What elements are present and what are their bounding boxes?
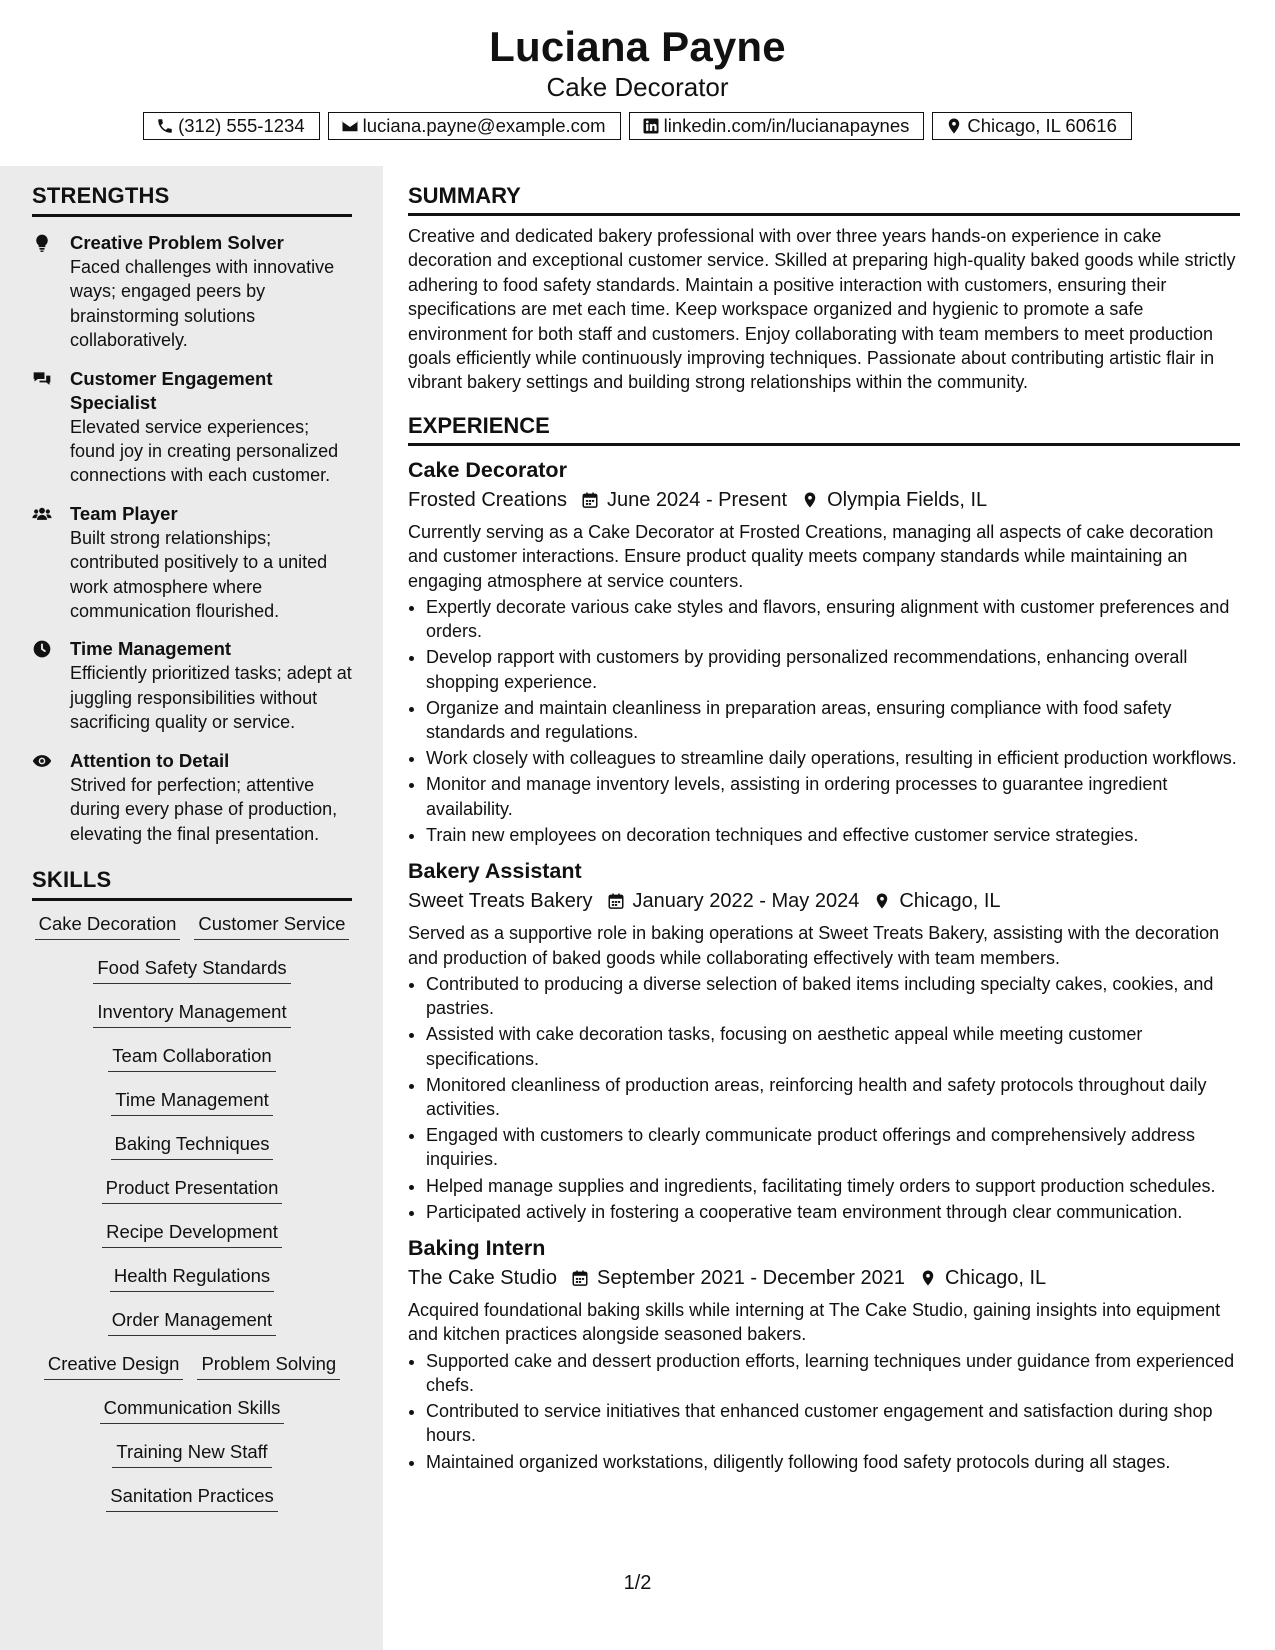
job-bullet: • Participated actively in fostering a cooperative team environment through clear communication.: [426, 1200, 1240, 1224]
users-icon: [32, 504, 52, 524]
strength-description: Built strong relationships; contributed positively to a united work atmosphere where communication flourished.: [70, 527, 328, 622]
linkedin-icon: [642, 117, 660, 135]
experience-list: [408, 456, 1240, 1474]
skill-row: [32, 1395, 352, 1424]
job-meta: [408, 1264, 1240, 1292]
job-description: Acquired foundational baking skills while interning at The Cake Studio, gaining insights into equipment and kitchen practices alongside seasoned bakers.: [408, 1299, 1221, 1345]
job-dates: June 2024 - Present: [606, 488, 788, 511]
strength-item: [32, 749, 352, 846]
job-bullets: [408, 595, 1240, 847]
contact-linkedin-text: linkedin.com/in/lucianapaynes: [663, 115, 910, 136]
strength-description: Strived for perfection; attentive during every phase of production, elevating the final presentation.: [70, 774, 338, 844]
job-bullet: • Assisted with cake decoration tasks, focusing on aesthetic appeal while meeting customer specifications.: [426, 1022, 1240, 1070]
skill-tag: Team Collaboration: [108, 1043, 275, 1072]
strength-name: Creative Problem Solver: [70, 232, 284, 253]
skill-row: [32, 1307, 352, 1336]
strength-description: Faced challenges with innovative ways; engaged peers by brainstorming solutions collaboratively.: [70, 257, 335, 351]
job-bullet: • Train new employees on decoration techniques and effective customer service strategies.: [426, 823, 1240, 847]
job-location: Olympia Fields, IL: [827, 488, 988, 511]
strength-description: Elevated service experiences; found joy in creating personalized connections with each customer.: [70, 416, 339, 486]
candidate-name: Luciana Payne: [489, 23, 786, 70]
job-meta: [408, 486, 1240, 514]
strength-item: [32, 502, 352, 624]
job-company: Frosted Creations: [408, 488, 567, 511]
skill-row: [32, 955, 352, 984]
map-pin-icon: [919, 1269, 937, 1287]
job-company: The Cake Studio: [408, 1266, 557, 1289]
job-bullet: • Develop rapport with customers by providing personalized recommendations, enhancing overall shopping experience.: [426, 645, 1240, 693]
job-location: Chicago, IL: [899, 890, 1001, 913]
resume-header: [0, 22, 1275, 140]
job-bullet: • Helped manage supplies and ingredients, facilitating timely orders to support production schedules.: [426, 1174, 1240, 1198]
skill-row: [32, 1351, 352, 1380]
skill-tag: Order Management: [108, 1307, 276, 1336]
skill-row: [32, 911, 352, 940]
skill-row: [32, 1263, 352, 1292]
job-position: Bakery Assistant: [408, 859, 582, 884]
skill-tag: Health Regulations: [110, 1263, 274, 1292]
experience-heading: EXPERIENCE: [408, 412, 1240, 446]
strength-name: Time Management: [70, 638, 232, 660]
contact-email[interactable]: [328, 112, 621, 140]
job-entry: [408, 456, 1240, 847]
strength-item: [32, 637, 352, 734]
job-company: Sweet Treats Bakery: [408, 890, 593, 913]
skills-list: [32, 911, 352, 1512]
skills-heading: SKILLS: [32, 866, 352, 901]
skill-tag: Communication Skills: [100, 1395, 285, 1424]
job-position: Cake Decorator: [408, 457, 567, 482]
skill-row: [32, 1219, 352, 1248]
skill-tag: Product Presentation: [102, 1175, 283, 1204]
strength-name: Customer Engagement Specialist: [70, 367, 273, 413]
job-bullet: • Engaged with customers to clearly communicate product offerings and comprehensively address inquiries.: [426, 1123, 1240, 1171]
main-column: [408, 182, 1240, 1476]
skill-tag: Problem Solving: [197, 1351, 340, 1380]
job-bullet: • Contributed to producing a diverse selection of baked items including specialty cakes, cookies, and pastries.: [426, 972, 1240, 1020]
job-bullet: • Maintained organized workstations, diligently following food safety protocols during all stages.: [426, 1450, 1240, 1474]
job-bullets: [408, 972, 1240, 1224]
strength-item: [32, 231, 352, 353]
skill-tag: Recipe Development: [102, 1219, 282, 1248]
eye-icon: [32, 751, 52, 771]
calendar-icon: [607, 892, 625, 910]
job-bullet: • Monitored cleanliness of production areas, reinforcing health and safety protocols throughout daily activities.: [426, 1073, 1240, 1121]
skill-tag: Cake Decoration: [35, 911, 181, 940]
skill-tag: Creative Design: [44, 1351, 184, 1380]
strength-name: Team Player: [70, 502, 178, 524]
job-bullet: • Expertly decorate various cake styles and flavors, ensuring alignment with customer preferences and orders.: [426, 595, 1240, 643]
skill-row: [32, 1439, 352, 1468]
contact-phone-text: (312) 555-1234: [178, 115, 305, 136]
chat-bubbles-icon: [32, 369, 52, 389]
skill-tag: Customer Service: [194, 911, 349, 940]
page-number: 1/2: [623, 1572, 652, 1594]
strength-description: Efficiently prioritized tasks; adept at juggling responsibilities without sacrificing quality or service.: [70, 663, 352, 733]
skill-row: [32, 999, 352, 1028]
calendar-icon: [571, 1269, 589, 1287]
job-bullet: • Organize and maintain cleanliness in preparation areas, ensuring compliance with food safety standards and regulations.: [426, 696, 1240, 744]
contact-email-text: luciana.payne@example.com: [362, 115, 606, 136]
contact-linkedin[interactable]: [629, 112, 925, 140]
job-description: Currently serving as a Cake Decorator at Frosted Creations, managing all aspects of cake decoration and customer interactions. Ensure product quality meets company standards while maintaining an engaging atmosphere at service counters.: [408, 521, 1214, 591]
sidebar: [0, 166, 383, 1650]
map-pin-icon: [873, 892, 891, 910]
skill-row: [32, 1483, 352, 1512]
phone-icon: [156, 117, 174, 135]
contact-location-text: Chicago, IL 60616: [967, 115, 1117, 136]
job-description: Served as a supportive role in baking operations at Sweet Treats Bakery, assisting with the decoration and production of baked goods while collaborating effectively with team members.: [408, 923, 1220, 968]
skill-tag: Time Management: [111, 1087, 273, 1116]
strengths-heading: STRENGTHS: [32, 182, 352, 217]
job-dates: September 2021 - December 2021: [596, 1266, 905, 1289]
skill-tag: Training New Staff: [112, 1439, 271, 1468]
skill-tag: Inventory Management: [93, 999, 290, 1028]
job-bullet: • Supported cake and dessert production efforts, learning techniques under guidance from experienced chefs.: [426, 1349, 1240, 1397]
envelope-icon: [341, 117, 359, 135]
job-bullets: [408, 1349, 1240, 1474]
job-entry: [408, 857, 1240, 1224]
contact-location: [932, 112, 1131, 140]
job-bullet: • Monitor and manage inventory levels, assisting in ordering processes to guarantee ingredient availability.: [426, 772, 1240, 820]
map-pin-icon: [945, 117, 963, 135]
job-entry: [408, 1234, 1240, 1474]
skill-row: [32, 1175, 352, 1204]
contact-bar: [0, 112, 1275, 140]
skill-tag: Sanitation Practices: [106, 1483, 278, 1512]
job-title: Cake Decorator: [546, 72, 729, 102]
job-dates: January 2022 - May 2024: [632, 890, 860, 913]
summary-text: Creative and dedicated bakery professional with over three years hands-on experience in cake decoration and exceptional customer service. Skilled at preparing high-quality baked goods while strictly adhering to food safety standards. Maintain a positive interaction with customers, ensuring their specifications are met each time. Keep workspace organized and hygienic to promote a safe environment for both staff and customers. Enjoy collaborating with team members to meet production goals efficiently while continuously improving techniques. Passionate about contributing artistic flair in vibrant bakery settings and building strong relationships within the community.: [408, 226, 1236, 393]
contact-phone[interactable]: [143, 112, 320, 140]
job-position: Baking Intern: [408, 1235, 546, 1260]
clock-icon: [32, 639, 52, 659]
skill-row: [32, 1131, 352, 1160]
skill-tag: Food Safety Standards: [93, 955, 290, 984]
map-pin-icon: [801, 491, 819, 509]
lightbulb-icon: [32, 233, 52, 253]
job-location: Chicago, IL: [944, 1266, 1047, 1289]
job-meta: [408, 887, 1240, 915]
job-bullet: • Contributed to service initiatives that enhanced customer engagement and satisfaction during shop hours.: [426, 1399, 1240, 1447]
skill-row: [32, 1087, 352, 1116]
job-bullet: • Work closely with colleagues to streamline daily operations, resulting in efficient production workflows.: [426, 746, 1240, 770]
skill-tag: Baking Techniques: [111, 1131, 274, 1160]
skill-row: [32, 1043, 352, 1072]
strength-name: Attention to Detail: [70, 749, 230, 771]
summary-heading: SUMMARY: [408, 182, 1240, 216]
calendar-icon: [581, 491, 599, 509]
strength-item: [32, 367, 352, 488]
